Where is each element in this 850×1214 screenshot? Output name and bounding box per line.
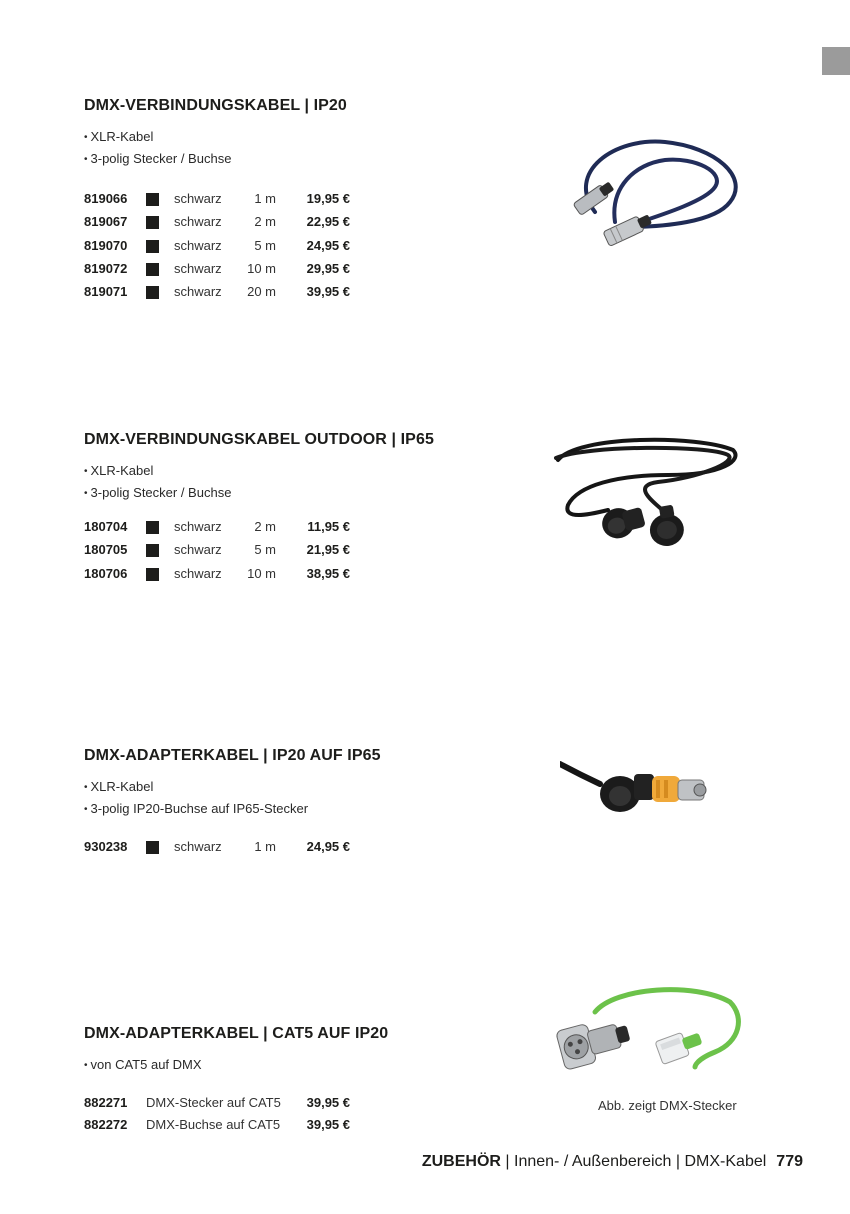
article-number: 882271 [84, 1094, 128, 1110]
color-swatch [146, 263, 159, 276]
price: 39,95 € [306, 1116, 350, 1132]
color-swatch [146, 568, 159, 581]
color-label: schwarz [174, 519, 222, 535]
table-row [84, 187, 350, 210]
product-section-dmx-adapter-cat5 [84, 1025, 524, 1135]
length: 2 m [254, 519, 276, 535]
section-title: DMX-VERBINDUNGSKABEL | IP20 [84, 97, 347, 114]
product-table [84, 187, 350, 303]
table-row [84, 210, 350, 233]
color-swatch [146, 240, 159, 253]
feature-item: • 3-polig IP20-Buchse auf IP65-Stecker [84, 799, 524, 821]
feature-item: • von CAT5 auf DMX [84, 1055, 524, 1077]
length: 10 m [247, 565, 276, 581]
article-number: 180704 [84, 519, 128, 535]
section-title: DMX-ADAPTERKABEL | CAT5 AUF IP20 [84, 1025, 389, 1042]
feature-list [84, 127, 524, 171]
price: 38,95 € [306, 565, 350, 581]
table-row [84, 257, 350, 280]
price: 29,95 € [306, 261, 350, 277]
feature-list [84, 1055, 524, 1077]
color-label: schwarz [174, 191, 222, 207]
product-section-dmx-outdoor-ip65 [84, 431, 524, 585]
length: 10 m [247, 261, 276, 277]
article-number: 819070 [84, 237, 128, 253]
xlr-cable-blue-image [555, 132, 750, 267]
color-label: schwarz [174, 839, 222, 855]
image-caption: Abb. zeigt DMX-Stecker [598, 1098, 737, 1113]
section-title: DMX-ADAPTERKABEL | IP20 AUF IP65 [84, 747, 381, 764]
table-row [84, 234, 350, 257]
feature-item: • XLR-Kabel [84, 777, 524, 799]
table-row [84, 835, 350, 858]
article-number: 819067 [84, 214, 128, 230]
price: 22,95 € [306, 214, 350, 230]
cat5-adapter-image [545, 982, 745, 1092]
article-number: 180705 [84, 542, 128, 558]
length: 20 m [247, 284, 276, 300]
price: 19,95 € [306, 191, 350, 207]
section-title: DMX-VERBINDUNGSKABEL OUTDOOR | IP65 [84, 431, 434, 448]
length: 2 m [254, 214, 276, 230]
length: 5 m [254, 237, 276, 253]
product-description: DMX-Buchse auf CAT5 [146, 1116, 281, 1132]
adapter-cable-ip20-ip65-image [560, 752, 720, 822]
color-swatch [146, 216, 159, 229]
feature-item: • 3-polig Stecker / Buchse [84, 149, 524, 171]
length: 1 m [254, 191, 276, 207]
article-number: 819072 [84, 261, 128, 277]
table-row [84, 1113, 350, 1135]
price: 39,95 € [306, 284, 350, 300]
product-table [84, 515, 350, 585]
color-swatch [146, 521, 159, 534]
footer-separator: | [671, 1153, 685, 1170]
color-swatch [146, 841, 159, 854]
product-table [84, 1091, 350, 1135]
chapter-tab-marker [822, 47, 850, 75]
feature-list [84, 777, 524, 821]
footer-section: DMX-Kabel [684, 1153, 767, 1170]
feature-item: • XLR-Kabel [84, 461, 524, 483]
price: 39,95 € [306, 1094, 350, 1110]
article-number: 180706 [84, 565, 128, 581]
color-label: schwarz [174, 261, 222, 277]
color-label: schwarz [174, 542, 222, 558]
price: 21,95 € [306, 542, 350, 558]
color-label: schwarz [174, 214, 222, 230]
length: 1 m [254, 839, 276, 855]
footer-subcategory: Innen- / Außenbereich [514, 1153, 672, 1170]
price: 24,95 € [306, 237, 350, 253]
table-row [84, 515, 350, 538]
color-swatch [146, 286, 159, 299]
table-row [84, 538, 350, 561]
product-section-dmx-adapter-ip20-ip65 [84, 747, 524, 858]
feature-list [84, 461, 524, 505]
article-number: 819066 [84, 191, 128, 207]
length: 5 m [254, 542, 276, 558]
article-number: 882272 [84, 1116, 128, 1132]
table-row [84, 280, 350, 303]
table-row [84, 1091, 350, 1113]
feature-item: • XLR-Kabel [84, 127, 524, 149]
color-label: schwarz [174, 237, 222, 253]
article-number: 819071 [84, 284, 128, 300]
color-label: schwarz [174, 565, 222, 581]
outdoor-cable-black-image [548, 430, 743, 560]
footer-separator: | [500, 1153, 514, 1170]
footer-category: ZUBEHÖR [421, 1153, 501, 1170]
product-description: DMX-Stecker auf CAT5 [146, 1094, 281, 1110]
product-section-dmx-ip20 [84, 97, 524, 303]
table-row [84, 562, 350, 585]
page-number: 779 [776, 1153, 803, 1170]
color-swatch [146, 193, 159, 206]
feature-item: • 3-polig Stecker / Buchse [84, 483, 524, 505]
color-label: schwarz [174, 284, 222, 300]
article-number: 930238 [84, 839, 128, 855]
price: 24,95 € [306, 839, 350, 855]
page-footer [422, 1153, 803, 1171]
product-table [84, 835, 350, 858]
color-swatch [146, 544, 159, 557]
price: 11,95 € [307, 519, 350, 535]
